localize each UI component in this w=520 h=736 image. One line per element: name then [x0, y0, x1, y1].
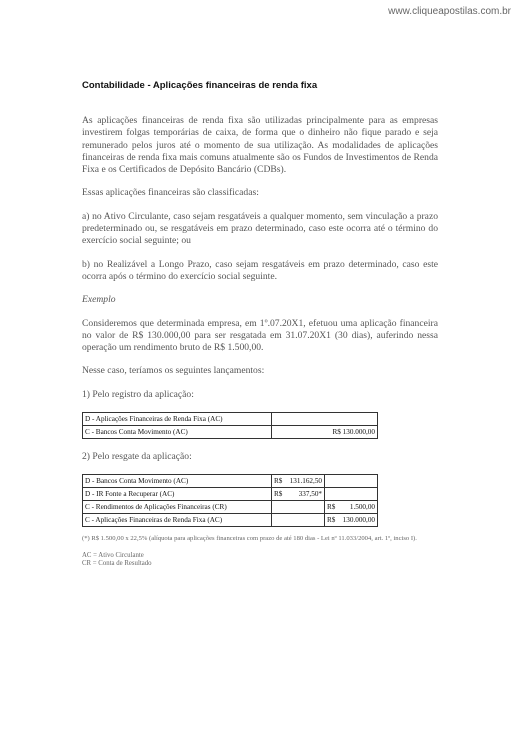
classification-item-b: b) no Realizável a Longo Prazo, caso sejam resgatáveis em prazo determinado, caso este ocorra após o término do exercício social seguinte. — [82, 258, 438, 282]
document-body — [82, 80, 438, 569]
currency-label: R$ — [274, 490, 283, 499]
table-row — [83, 501, 378, 514]
ledger-debit — [272, 475, 325, 488]
example-paragraph: Consideremos que determinada empresa, em 1º.07.20X1, efetuou uma aplicação financeira no valor de R$ 130.000,00 para ser resgatada em 31.07.20X1 (30 dias), auferindo nessa operação um rendimento bruto de R$ 1.500,00. — [82, 317, 438, 354]
table-row — [83, 488, 378, 501]
site-url: www.cliqueapostilas.com.br — [388, 6, 511, 17]
ledger-account: D - Aplicações Financeiras de Renda Fixa (AC) — [83, 413, 272, 426]
entry1-ledger-table — [82, 412, 378, 439]
ledger-debit — [272, 514, 325, 527]
ledger-credit — [325, 514, 378, 527]
table-row — [83, 475, 378, 488]
entry2-ledger-table — [82, 474, 378, 527]
classification-intro: Essas aplicações financeiras são classificadas: — [82, 187, 259, 199]
amount-value: 337,50* — [298, 490, 322, 499]
ledger-credit — [325, 501, 378, 514]
ledger-account: C - Bancos Conta Movimento (AC) — [83, 426, 272, 439]
currency-label: R$ — [327, 516, 336, 525]
currency-label: R$ — [274, 477, 283, 486]
amount-value: 131.162,50 — [289, 477, 322, 486]
table-row — [83, 514, 378, 527]
ledger-debit — [272, 501, 325, 514]
ledger-credit: R$ 130.000,00 — [272, 426, 378, 439]
ledger-account: C - Rendimentos de Aplicações Financeiras (CR) — [83, 501, 272, 514]
amount-value: 130.000,00 — [342, 516, 375, 525]
currency-label: R$ — [327, 503, 336, 512]
legend-ac: AC = Ativo Circulante — [82, 551, 144, 559]
table-row — [83, 413, 378, 426]
example-heading: Exemplo — [82, 294, 116, 306]
ledger-account: C - Aplicações Financeiras de Renda Fixa (AC) — [83, 514, 272, 527]
ledger-account: D - Bancos Conta Movimento (AC) — [83, 475, 272, 488]
entries-intro: Nesse caso, teríamos os seguintes lançamentos: — [82, 365, 265, 377]
intro-paragraph: As aplicações financeiras de renda fixa são utilizadas principalmente para as empresas investirem folgas temporárias de caixa, de forma que o dinheiro não fique parado e seja remunerado pelos juros até o momento de sua utilização. As modalidades de aplicações financeiras de renda fixa mais comuns atualmente são os Fundos de Investimentos de Renda Fixa e os Certificados de Depósito Bancário (CDBs). — [82, 115, 438, 176]
ledger-credit — [325, 488, 378, 501]
table-row — [83, 426, 378, 439]
ledger-credit — [325, 475, 378, 488]
entry1-heading: 1) Pelo registro da aplicação: — [82, 388, 194, 400]
classification-item-a: a) no Ativo Circulante, caso sejam resgatáveis a qualquer momento, sem vinculação a prazo predeterminado ou, se resgatáveis em prazo determinado, caso este ocorra até o término do exercício social seguinte; ou — [82, 210, 438, 247]
ledger-account: D - IR Fonte a Recuperar (AC) — [83, 488, 272, 501]
ledger-debit — [272, 488, 325, 501]
legend-cr: CR = Conta de Resultado — [82, 560, 152, 568]
document-title: Contabilidade - Aplicações financeiras de renda fixa — [82, 80, 318, 91]
ledger-credit — [272, 413, 378, 426]
footnote: (*) R$ 1.500,00 x 22,5% (alíquota para aplicações financeiras com prazo de até 180 dias - Lei nº 11.033/2004, art. 1º, inciso I). — [82, 535, 417, 543]
entry2-heading: 2) Pelo resgate da aplicação: — [82, 451, 192, 463]
amount-value: 1.500,00 — [349, 503, 375, 512]
